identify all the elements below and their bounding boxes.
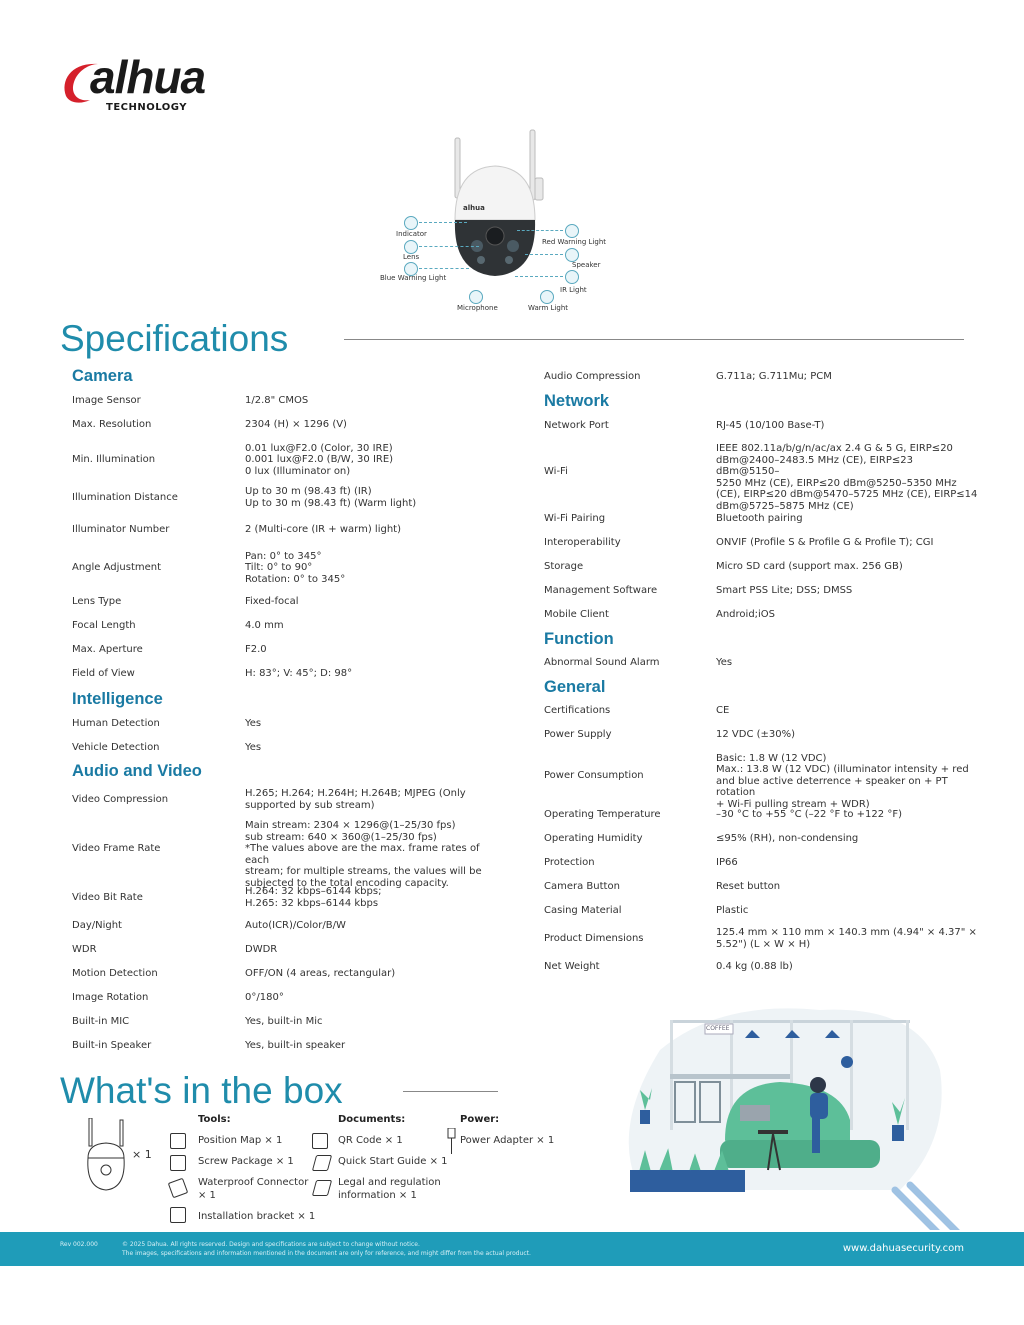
spec-value: ONVIF (Profile S & Profile G & Profile T); CGI (716, 537, 934, 548)
lens-dot-icon (404, 240, 418, 254)
spec-value: 0.01 lux@F2.0 (Color, 30 IRE) 0.001 lux@F2.0 (B/W, 30 IRE) 0 lux (Illuminator on) (245, 442, 394, 477)
spec-value: Android;iOS (716, 609, 776, 620)
callout-line (525, 254, 563, 255)
tool-item: Waterproof Connector × 1 (198, 1177, 309, 1201)
spec-label: Image Rotation (72, 992, 149, 1003)
spec-value: 0.4 kg (0.88 lb) (716, 961, 793, 972)
spec-label: Angle Adjustment (72, 562, 162, 573)
spec-label: Camera Button (544, 881, 620, 892)
spec-label: Min. Illumination (72, 454, 156, 465)
spec-value: H.264: 32 kbps–6144 kbps; H.265: 32 kbps–6144 kbps (245, 886, 382, 909)
spec-label: Video Compression (72, 794, 169, 805)
fig-label-blue-warning: Blue Warning Light (380, 274, 447, 282)
spec-label: Built-in Speaker (72, 1040, 152, 1051)
spec-label: Casing Material (544, 905, 622, 916)
spec-value: 12 VDC (±30%) (716, 729, 796, 740)
tools-title: Tools: (198, 1114, 231, 1125)
spec-value: 2 (Multi-core (IR + warm) light) (245, 524, 401, 535)
section-audio-video: Audio and Video (72, 762, 202, 780)
spec-label: Image Sensor (72, 395, 141, 406)
spec-label: Product Dimensions (544, 933, 644, 944)
spec-label: Wi-Fi Pairing (544, 513, 606, 524)
warm-light-dot-icon (540, 290, 554, 304)
box-title-rule (403, 1091, 498, 1092)
footer-bar (0, 1232, 1024, 1266)
section-general: General (544, 678, 606, 696)
callout-line (419, 246, 479, 247)
spec-label: Lens Type (72, 596, 122, 607)
speaker-dot-icon (565, 248, 579, 262)
spec-label: Abnormal Sound Alarm (544, 657, 660, 668)
spec-value: DWDR (245, 944, 278, 955)
spec-label: Video Bit Rate (72, 892, 143, 903)
spec-value: F2.0 (245, 644, 267, 655)
camera-logo: alhua (463, 204, 485, 212)
spec-value: Yes (245, 718, 262, 729)
power-item: Power Adapter × 1 (460, 1135, 555, 1146)
title-rule (344, 339, 964, 340)
spec-value: 0°/180° (245, 992, 284, 1003)
spec-value: Pan: 0° to 345° Tilt: 0° to 90° Rotation: 0° to 345° (245, 550, 346, 585)
fig-label-warm-light: Warm Light (528, 304, 569, 312)
spec-label: Built-in MIC (72, 1016, 130, 1027)
box-title: What's in the box (60, 1070, 343, 1111)
spec-value: 2304 (H) × 1296 (V) (245, 419, 347, 430)
spec-value: IEEE 802.11a/b/g/n/ac/ax 2.4 G & 5 G, EIRP≤20 dBm@2400–2483.5 MHz (CE), EIRP≤23 dBm@5150– 5250 MHz (CE), EIRP≤20 dBm@5250–5350 MHz (CE), EIRP≤20 dBm@5470–5725 MHz (CE), EIRP≤14 dBm@5725–5875 MHz (CE) (716, 443, 978, 512)
spec-label: Illumination Distance (72, 492, 178, 503)
revision: Rev 002.000 (60, 1241, 98, 1248)
fig-label-ir-light: IR Light (560, 286, 587, 294)
spec-label: Field of View (72, 668, 135, 679)
camera-figure (375, 128, 615, 318)
callout-line (515, 276, 563, 277)
spec-label: Video Frame Rate (72, 843, 161, 854)
spec-label: Max. Resolution (72, 419, 152, 430)
quick-start-guide-icon (312, 1155, 332, 1171)
callout-line (419, 268, 469, 269)
spec-value: Yes, built-in Mic (245, 1016, 323, 1027)
ir-light-dot-icon (565, 270, 579, 284)
copyright-line: © 2025 Dahua. All rights reserved. Design and specifications are subject to change without notice. (122, 1241, 420, 1248)
fig-label-speaker: Speaker (572, 261, 601, 269)
spec-value: Auto(ICR)/Color/B/W (245, 920, 346, 931)
spec-label: Illuminator Number (72, 524, 170, 535)
spec-label: Net Weight (544, 961, 600, 972)
spec-label: Vehicle Detection (72, 742, 160, 753)
camera-qty: × 1 (132, 1148, 152, 1161)
spec-value: 4.0 mm (245, 620, 284, 631)
spec-value: IP66 (716, 857, 738, 868)
fig-label-lens: Lens (403, 253, 420, 261)
callout-line (517, 230, 563, 231)
spec-value: Bluetooth pairing (716, 513, 803, 524)
brand-sub: TECHNOLOGY (106, 102, 187, 113)
spec-label: Wi-Fi (544, 466, 568, 477)
spec-value: Basic: 1.8 W (12 VDC) Max.: 13.8 W (12 VDC) (illuminator intensity + red and blue active deterrence + speaker on + PT rotation + Wi-Fi pulling stream + WDR) (716, 752, 969, 810)
spec-label: Audio Compression (544, 371, 641, 382)
coffee-sign: COFFEE (706, 1025, 730, 1032)
callout-line (419, 222, 467, 223)
doc-item: QR Code × 1 (338, 1135, 403, 1146)
brand-name: alhua (90, 51, 206, 103)
disclaimer-line: The images, specifications and information mentioned in the document are only for reference, and might differ from the actual product. (122, 1250, 531, 1257)
spec-label: Max. Aperture (72, 644, 143, 655)
indicator-dot-icon (404, 216, 418, 230)
section-intelligence: Intelligence (72, 690, 163, 708)
qr-code-icon (312, 1133, 328, 1149)
spec-value: Yes, built-in speaker (245, 1040, 346, 1051)
spec-value: 1/2.8" CMOS (245, 395, 309, 406)
tool-item: Screw Package × 1 (198, 1156, 294, 1167)
spec-value: Main stream: 2304 × 1296@(1–25/30 fps) sub stream: 640 × 360@(1–25/30 fps) *The values above are the max. frame rates of each stream; for multiple streams, the values will be subjected to the total encoding capacity. (245, 820, 482, 889)
tool-item: Installation bracket × 1 (198, 1211, 316, 1222)
spec-label: Management Software (544, 585, 658, 596)
spec-label: Day/Night (72, 920, 122, 931)
position-map-icon (170, 1133, 186, 1149)
waterproof-connector-icon (168, 1178, 189, 1199)
tool-item: Position Map × 1 (198, 1135, 283, 1146)
cafe-illustration (600, 990, 970, 1230)
red-warning-dot-icon (565, 224, 579, 238)
spec-value: Yes (245, 742, 262, 753)
spec-value: Fixed-focal (245, 596, 299, 607)
spec-value: CE (716, 705, 730, 716)
microphone-dot-icon (469, 290, 483, 304)
spec-label: Mobile Client (544, 609, 609, 620)
spec-value: Reset button (716, 881, 781, 892)
spec-value: ≤95% (RH), non-condensing (716, 833, 859, 844)
spec-label: Power Supply (544, 729, 612, 740)
spec-value: H.265; H.264; H.264H; H.264B; MJPEG (Only supported by sub stream) (245, 788, 466, 811)
spec-label: Protection (544, 857, 595, 868)
spec-value: Smart PSS Lite; DSS; DMSS (716, 585, 853, 596)
spec-label: Operating Temperature (544, 809, 661, 820)
spec-label: Power Consumption (544, 770, 644, 781)
spec-label: Human Detection (72, 718, 160, 729)
spec-value: Plastic (716, 905, 749, 916)
spec-value: RJ-45 (10/100 Base-T) (716, 420, 825, 431)
section-function: Function (544, 630, 614, 648)
installation-bracket-icon (170, 1207, 186, 1223)
spec-label: Network Port (544, 420, 609, 431)
fig-label-microphone: Microphone (457, 304, 498, 312)
spec-label: Certifications (544, 705, 611, 716)
spec-value: 125.4 mm × 110 mm × 140.3 mm (4.94" × 4.37" × 5.52") (L × W × H) (716, 927, 977, 950)
doc-item: Quick Start Guide × 1 (338, 1156, 448, 1167)
power-title: Power: (460, 1114, 500, 1125)
spec-value: OFF/ON (4 areas, rectangular) (245, 968, 396, 979)
doc-item: Legal and regulation information × 1 (338, 1177, 441, 1201)
documents-title: Documents: (338, 1114, 406, 1125)
legal-document-icon (312, 1180, 332, 1196)
fig-label-indicator: Indicator (396, 230, 427, 238)
spec-value: –30 °C to +55 °C (–22 °F to +122 °F) (716, 809, 902, 820)
spec-label: WDR (72, 944, 97, 955)
brand-logo (60, 51, 250, 118)
spec-label: Motion Detection (72, 968, 158, 979)
website-link[interactable]: www.dahuasecurity.com (842, 1243, 964, 1254)
section-network: Network (544, 392, 610, 410)
power-adapter-icon (446, 1128, 458, 1154)
fig-label-red-warning: Red Warning Light (542, 238, 606, 246)
spec-value: G.711a; G.711Mu; PCM (716, 371, 832, 382)
spec-value: Up to 30 m (98.43 ft) (IR) Up to 30 m (98.43 ft) (Warm light) (245, 486, 417, 509)
spec-value: Yes (716, 657, 733, 668)
spec-label: Operating Humidity (544, 833, 643, 844)
spec-label: Interoperability (544, 537, 621, 548)
spec-label: Storage (544, 561, 584, 572)
camera-box-icon (82, 1118, 132, 1192)
spec-value: H: 83°; V: 45°; D: 98° (245, 668, 353, 679)
screw-package-icon (170, 1155, 186, 1171)
spec-label: Focal Length (72, 620, 136, 631)
section-camera: Camera (72, 367, 133, 385)
specifications-title: Specifications (60, 318, 289, 359)
spec-value: Micro SD card (support max. 256 GB) (716, 561, 903, 572)
